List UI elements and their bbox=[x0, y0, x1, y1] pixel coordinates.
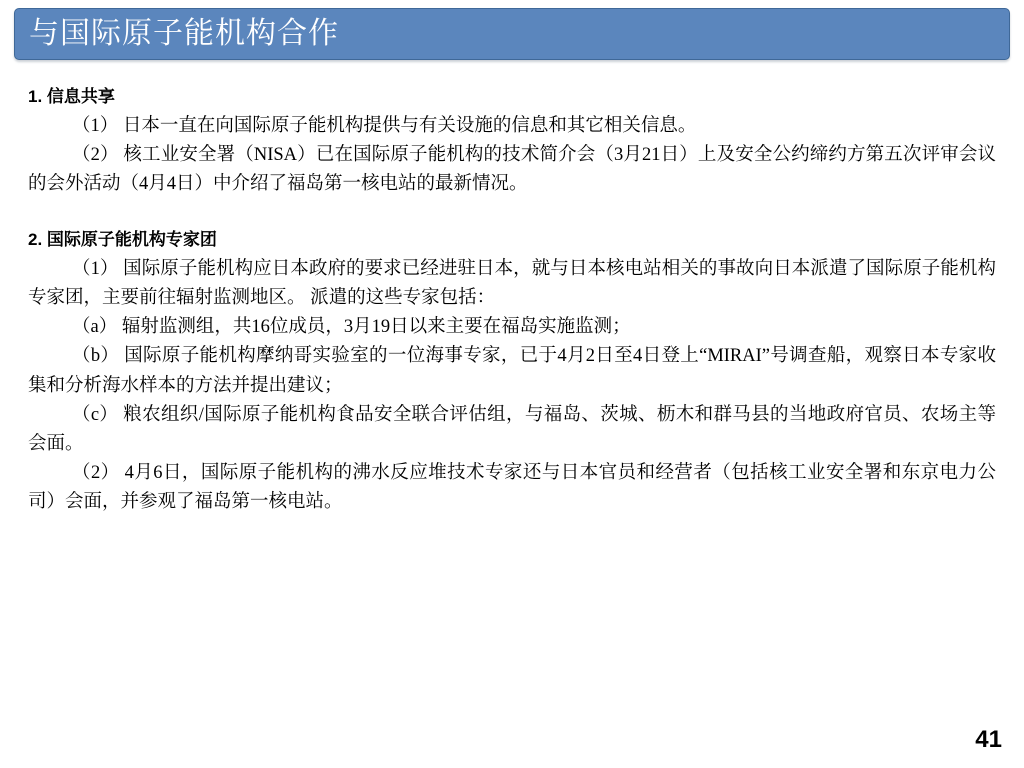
slide-title-bar bbox=[14, 8, 1010, 60]
paragraph: （a） 辐射监测组，共16位成员，3月19日以来主要在福岛实施监测； bbox=[72, 317, 631, 338]
page-number: 41 bbox=[975, 726, 1002, 753]
paragraph: （1） 日本一直在向国际原子能机构提供与有关设施的信息和其它相关信息。 bbox=[72, 115, 697, 136]
paragraph: （1） 国际原子能机构应日本政府的要求已经进驻日本，就与日本核电站相关的事故向日本派遣了国际原子能机构专家团，主要前往辐射监测地区。 派遣的这些专家包括： bbox=[28, 258, 996, 308]
paragraph: （2） 4月6日，国际原子能机构的沸水反应堆技术专家还与日本官员和经营者（包括核工业安全署和东京电力公司）会面，并参观了福岛第一核电站。 bbox=[28, 463, 996, 513]
paragraph: （2） 核工业安全署（NISA）已在国际原子能机构的技术简介会（3月21日）上及安全公约缔约方第五次评审会议的会外活动（4月4日）中介绍了福岛第一核电站的最新情况。 bbox=[28, 144, 996, 194]
paragraph: （c） 粮农组织/国际原子能机构食品安全联合评估组，与福岛、茨城、枥木和群马县的当地政府官员、农场主等会面。 bbox=[28, 404, 996, 454]
section-iaea-expert-team bbox=[28, 227, 996, 517]
section-heading: 2. 国际原子能机构专家团 bbox=[28, 230, 217, 250]
page-title: 与国际原子能机构合作 bbox=[29, 17, 339, 50]
slide-body bbox=[28, 84, 996, 522]
paragraph: （b） 国际原子能机构摩纳哥实验室的一位海事专家，已于4月2日至4日登上“MIRAI”号调查船，观察日本专家收集和分析海水样本的方法并提出建议； bbox=[28, 346, 996, 396]
section-heading: 1. 信息共享 bbox=[28, 87, 115, 106]
section-information-sharing bbox=[28, 84, 996, 199]
section-spacer bbox=[28, 203, 996, 227]
